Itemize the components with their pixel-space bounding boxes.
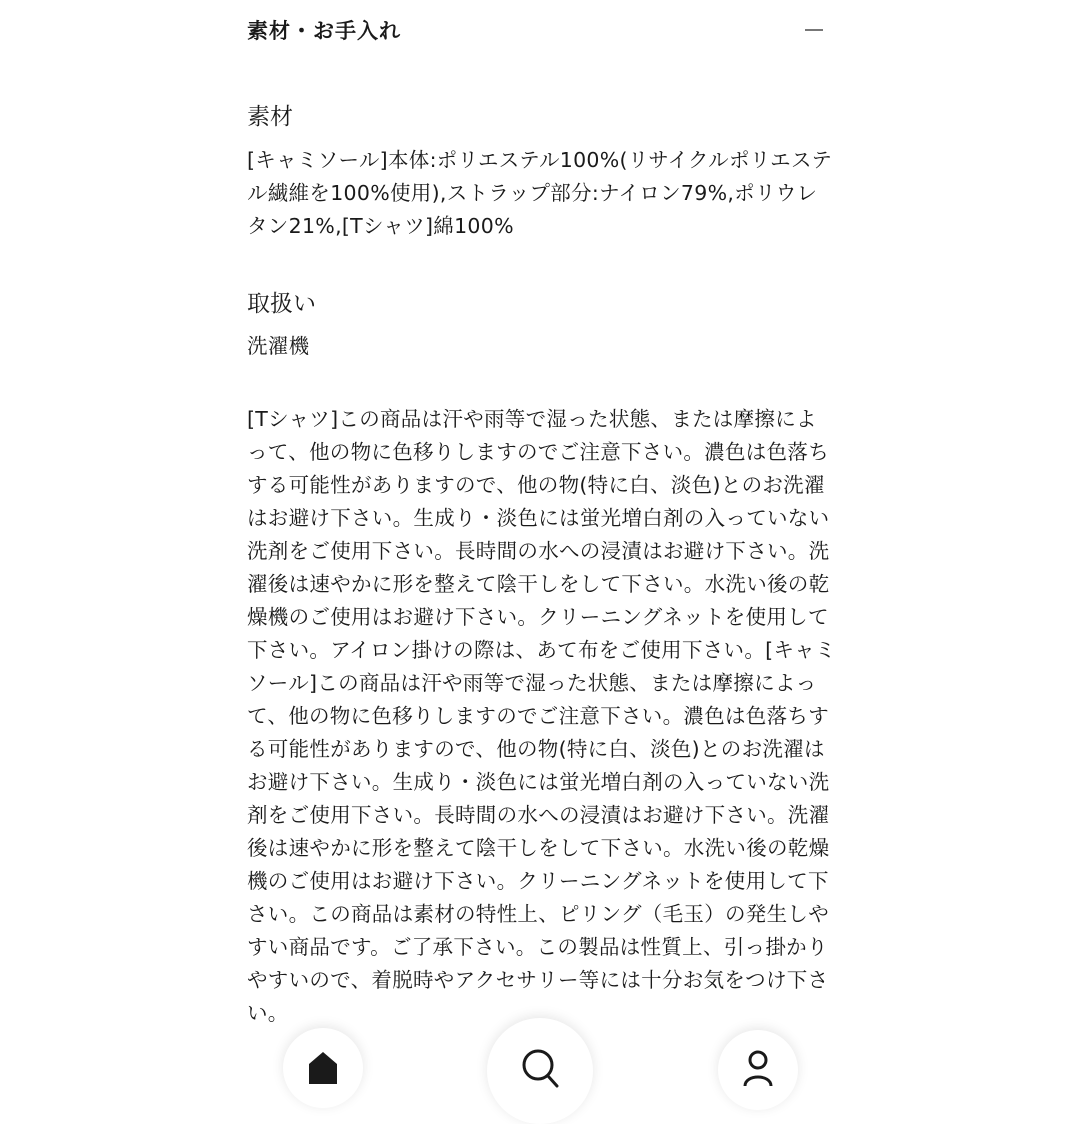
nav-home-button[interactable] [283, 1028, 363, 1108]
accordion-header-materials-care[interactable] [247, 8, 825, 52]
materials-text: [キャミソール]本体:ポリエステル100%(リサイクルポリエステル繊維を100%使用),ストラップ部分:ナイロン79%,ポリウレタン21%,[Tシャツ]綿100% [247, 148, 833, 238]
materials-heading: 素材 [247, 104, 293, 130]
account-icon [743, 1050, 773, 1086]
nav-account-button[interactable] [718, 1030, 798, 1110]
care-heading: 取扱い [247, 291, 316, 317]
search-icon [521, 1048, 559, 1088]
home-icon [307, 1050, 339, 1084]
care-method: 洗濯機 [247, 334, 310, 358]
nav-search-button[interactable] [487, 1018, 593, 1124]
minus-icon[interactable] [805, 29, 823, 31]
care-instructions-text: [Tシャツ]この商品は汗や雨等で湿った状態、または摩擦によって、他の物に色移りしますのでご注意下さい。濃色は色落ちする可能性がありますので、他の物(特に白、淡色)とのお洗濯はお避け下さい。生成り・淡色には蛍光増白剤の入っていない洗剤をご使用下さい。長時間の水への浸漬はお避け下さい。洗濯後は速やかに形を整えて陰干しをして下さい。水洗い後の乾燥機のご使用はお避け下さい。クリーニングネットを使用して下さい。アイロン掛けの際は、あて布をご使用下さい。[キャミソール]この商品は汗や雨等で湿った状態、または摩擦によって、他の物に色移りしますのでご注意下さい。濃色は色落ちする可能性がありますので、他の物(特に白、淡色)とのお洗濯はお避け下さい。生成り・淡色には蛍光増白剤の入っていない洗剤をご使用下さい。長時間の水への浸漬はお避け下さい。洗濯後は速やかに形を整えて陰干しをして下さい。水洗い後の乾燥機のご使用はお避け下さい。クリーニングネットを使用して下さい。この商品は素材の特性上、ピリング（毛玉）の発生しやすい商品です。ご了承下さい。この製品は性質上、引っ掛かりやすいので、着脱時やアクセサリー等には十分お気をつけ下さい。 [247, 407, 836, 1025]
accordion-title: 素材・お手入れ [247, 19, 401, 43]
